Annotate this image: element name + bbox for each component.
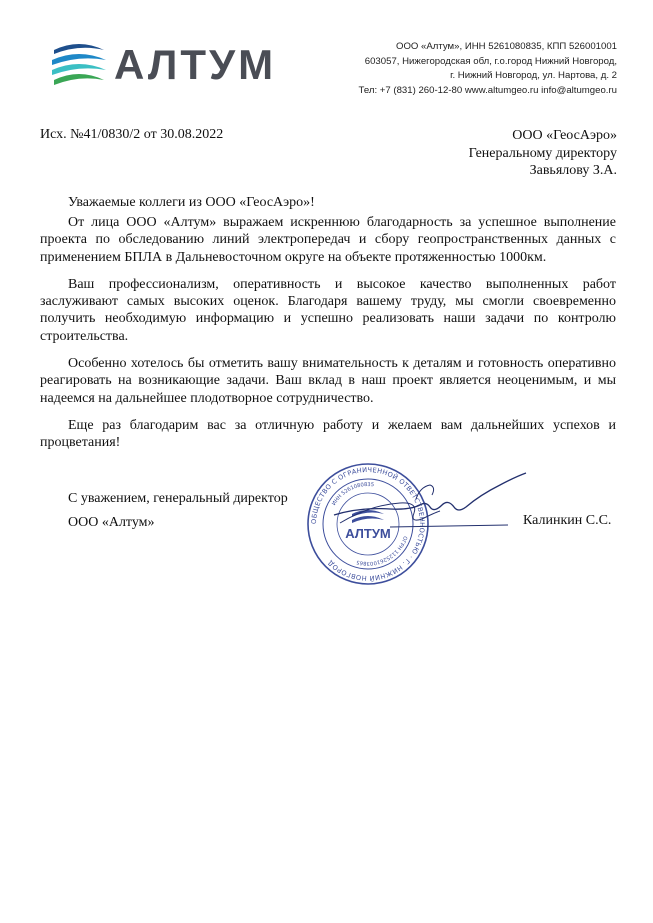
requisites-line: ООО «Алтум», ИНН 5261080835, КПП 526001001 — [395, 41, 617, 52]
requisites-line: г. Нижний Новгород, ул. Нартова, д. 2 — [450, 70, 617, 81]
stamp-ogrn-text: ОГРН 1125261003865 — [355, 535, 408, 567]
stamp-inn-text: ИНН 5261080835 — [331, 481, 375, 507]
closing-company: ООО «Алтум» — [68, 515, 155, 530]
body-paragraph: От лица ООО «Алтум» выражаем искреннюю благодарность за успешное выполнение проекта по обследованию линий электропередач и сбору геопространственных данных с применением БПЛА в Дальневосточном округе на объекте протяженностью 1000км. — [40, 215, 616, 265]
signer-name: Калинкин С.С. — [523, 513, 612, 528]
company-logo — [50, 40, 277, 88]
requisites-line: 603057, Нижегородская обл, г.о.город Нижний Новгород, — [364, 55, 617, 67]
letter-body — [40, 214, 616, 462]
letter-greeting: Уважаемые коллеги из ООО «ГеосАэро»! — [68, 195, 315, 210]
company-requisites — [359, 40, 617, 98]
closing-block — [68, 487, 288, 535]
addressee-company: ООО «ГеосАэро» — [512, 128, 617, 143]
body-paragraph: Еще раз благодарим вас за отличную работу и желаем вам дальнейших успехов и процветания! — [40, 417, 616, 451]
logo-brand-name: АЛТУМ — [114, 41, 277, 88]
closing-line: С уважением, генеральный директор — [68, 491, 288, 506]
logo-waves-icon — [50, 40, 108, 88]
outgoing-reference-number: Исх. №41/0830/2 от 30.08.2022 — [40, 127, 224, 142]
addressee-block — [469, 127, 617, 180]
stamp-center-name: АЛТУМ — [345, 526, 391, 541]
addressee-position: Генеральному директору — [468, 145, 617, 161]
body-paragraph: Ваш профессионализм, оперативность и высокое качество выполненных работ заслуживают самых высоких оценок. Благодаря вашему труду, мы смогли своевременно получить необходимую информацию и успешно реализовать наши задачи по контролю строительства. — [40, 276, 616, 344]
stamp-outer-text: ОБЩЕСТВО С ОГРАНИЧЕННОЙ ОТВЕТСТВЕННОСТЬЮ · Г. НИЖНИЙ НОВГОРОД — [309, 465, 427, 583]
requisites-line: Тел: +7 (831) 260-12-80 www.altumgeo.ru info@altumgeo.ru — [358, 84, 617, 96]
body-paragraph: Особенно хотелось бы отметить вашу внимательность к деталям и готовность оперативно реагировать на возникающие задачи. Ваш вклад в наш проект является неоценимым, и мы надеемся на дальнейшее плодотворное сотрудничество. — [40, 356, 616, 406]
addressee-name: Завьялову З.А. — [529, 163, 617, 178]
handwritten-signature — [330, 465, 530, 545]
